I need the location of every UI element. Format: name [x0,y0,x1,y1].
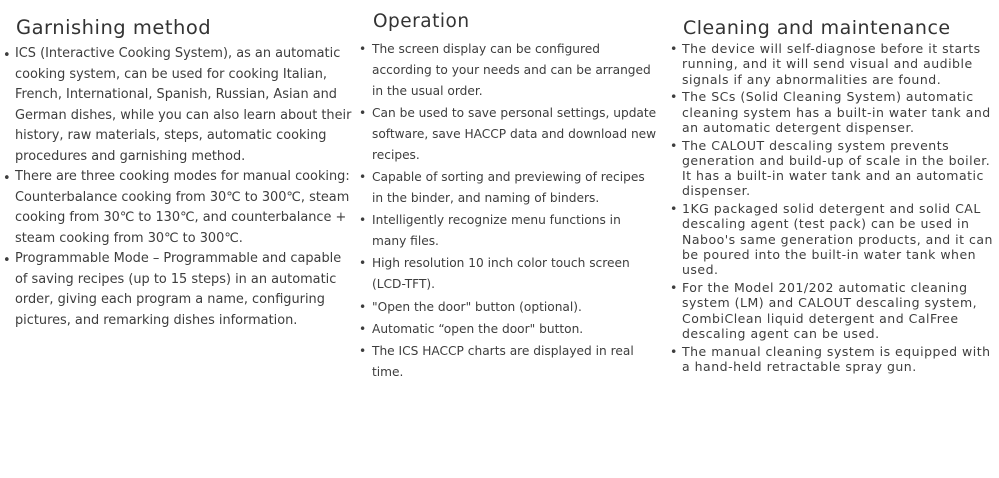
bullet-icon: • [670,89,678,105]
bullet-icon: • [670,137,678,153]
bullet-icon: • [359,256,367,271]
section-title: Garnishing method [16,16,212,39]
list-item [357,253,657,295]
list-item [0,167,352,249]
list-item-text: Automatic “open the door" button. [372,321,584,336]
bullet-icon: • [359,42,367,56]
list-item-text: For the Model 201/202 automatic cleaning system (LM) and CALOUT descaling system, CombiClean liquid detergent and CalFree descaling agent can be used. [682,280,978,341]
bullet-list [667,41,999,374]
list-item [357,39,657,101]
cleaning-maintenance-section [667,0,999,377]
list-item [667,344,999,375]
bullet-icon: • [3,253,11,268]
list-item-text: Programmable Mode – Programmable and capable of saving recipes (up to 15 steps) in an automatic order, giving each program a name, configuring pictures, and remarking dishes information. [15,251,342,328]
bullet-icon: • [3,171,11,186]
bullet-icon: • [359,169,367,184]
list-item-text: There are three cooking modes for manual cooking: Counterbalance cooking from 30℃ to 300℃, steam cooking from 30℃ to 130℃, and counterbalance + steam cooking from 30℃ to 300℃. [15,169,350,246]
list-item [357,210,657,252]
garnishing-method-section [0,0,352,331]
section-title: Cleaning and maintenance [683,17,951,39]
list-item [357,167,657,209]
list-item [357,341,657,383]
list-item [0,44,352,167]
bullet-list [0,44,352,331]
list-item-text: The ICS HACCP charts are displayed in real time. [372,344,634,380]
list-item [667,201,999,277]
list-item [667,41,999,87]
list-item-text: The screen display can be configured according to your needs and can be arranged in the usual order. [372,42,651,98]
list-item [0,249,352,331]
list-item [667,89,999,135]
list-item [357,319,657,340]
bullet-icon: • [359,299,367,314]
list-item [667,280,999,341]
bullet-icon: • [359,105,367,120]
operation-section [357,0,657,385]
section-title: Operation [373,11,470,32]
list-item-text: The device will self-diagnose before it starts running, and it will send visual and audible signals if any abnormalities are found. [682,41,981,87]
list-item-text: The manual cleaning system is equipped with a hand-held retractable spray gun. [682,343,991,374]
list-item-text: "Open the door" button (optional). [372,299,582,314]
bullet-list [357,39,657,383]
bullet-icon: • [359,344,367,359]
list-item-text: ICS (Interactive Cooking System), as an automatic cooking system, can be used for cooking Italian, French, International, Spanish, Russian, Asian and German dishes, while you can also learn about their history, raw materials, steps, automatic cooking procedures and garnishing method. [15,46,352,164]
list-item-text: Capable of sorting and previewing of recipes in the binder, and naming of binders. [372,169,645,205]
bullet-icon: • [670,201,678,217]
list-item-text: 1KG packaged solid detergent and solid CAL descaling agent (test pack) can be used in Naboo's same generation products, and it can be poured into the built-in water tank when used. [682,201,993,278]
list-item-text: The SCs (Solid Cleaning System) automatic cleaning system has a built-in water tank and an automatic detergent dispenser. [682,89,991,135]
bullet-icon: • [670,280,678,296]
list-item-text: Intelligently recognize menu functions in many files. [372,213,621,248]
bullet-icon: • [3,48,11,63]
bullet-icon: • [670,343,678,359]
list-item [357,103,657,165]
list-item [667,138,999,199]
list-item [357,297,657,318]
list-item-text: High resolution 10 inch color touch screen (LCD-TFT). [372,256,630,292]
bullet-icon: • [359,321,367,336]
list-item-text: Can be used to save personal settings, update software, save HACCP data and download new recipes. [372,105,657,162]
list-item-text: The CALOUT descaling system prevents generation and build-up of scale in the boiler. It has a built-in water tank and an automatic dispenser. [682,137,991,199]
bullet-icon: • [359,213,367,228]
bullet-icon: • [670,41,678,56]
